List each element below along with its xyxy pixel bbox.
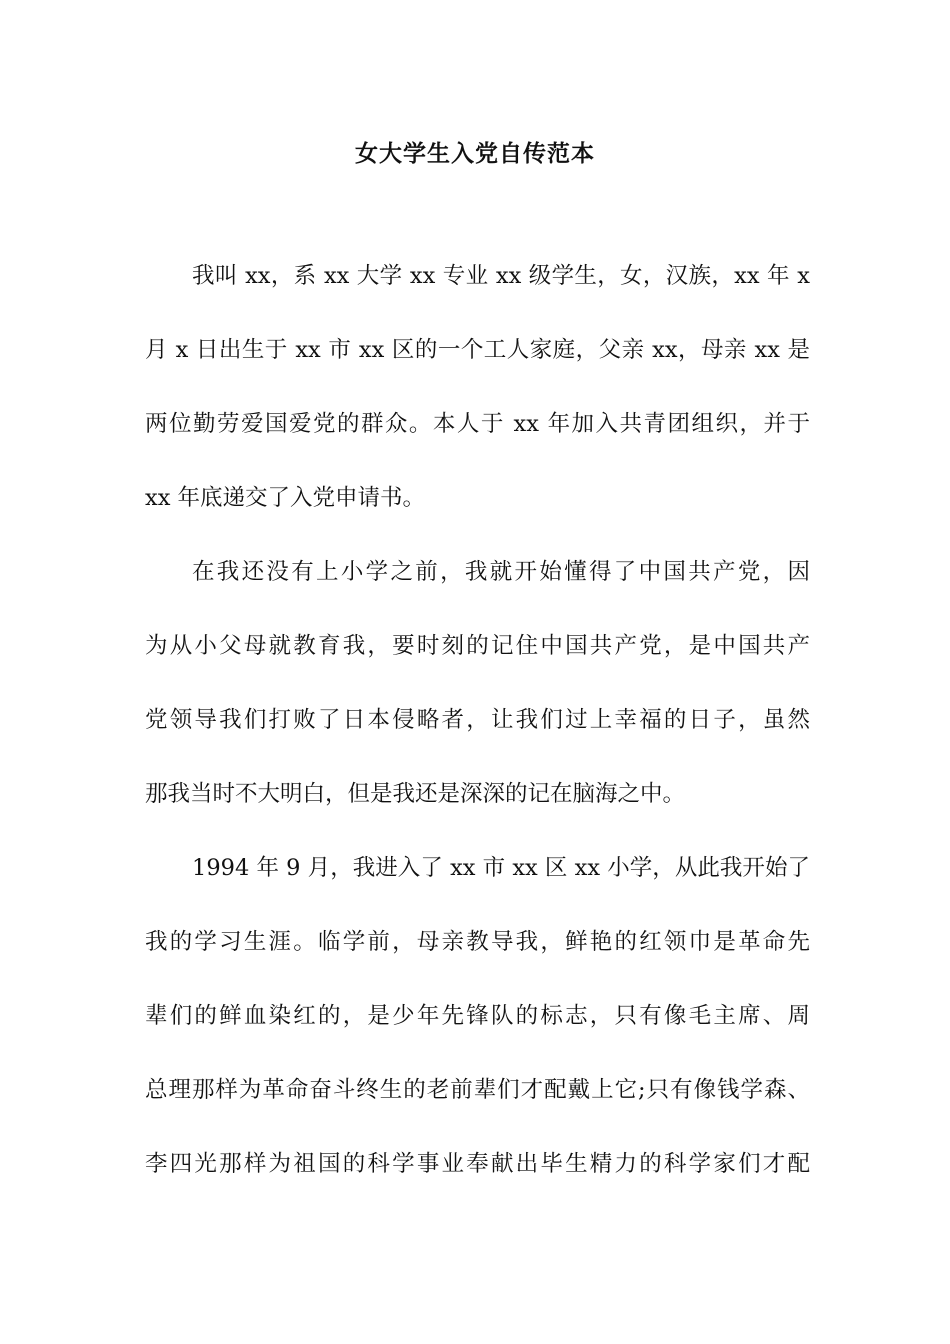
paragraph-2-line-2: 为从小父母就教育我，要时刻的记住中国共产党，是中国共产 [145, 633, 810, 659]
paragraph-3-line-4: 总理那样为革命奋斗终生的老前辈们才配戴上它;只有像钱学森、 [145, 1077, 810, 1103]
paragraph-2-line-3: 党领导我们打败了日本侵略者，让我们过上幸福的日子，虽然 [145, 707, 810, 733]
paragraph-1-line-3: 两位勤劳爱国爱党的群众。本人于 xx 年加入共青团组织，并于 [145, 411, 810, 437]
paragraph-3-line-2: 我的学习生涯。临学前，母亲教导我，鲜艳的红领巾是革命先 [145, 929, 810, 955]
paragraph-3-line-5: 李四光那样为祖国的科学事业奉献出毕生精力的科学家们才配 [145, 1151, 810, 1177]
paragraph-3-line-1: 1994 年 9 月，我进入了 xx 市 xx 区 xx 小学，从此我开始了 [192, 855, 810, 881]
paragraph-3-line-3: 辈们的鲜血染红的，是少年先锋队的标志，只有像毛主席、周 [145, 1003, 810, 1029]
document-title: 女大学生入党自传范本 [355, 140, 595, 167]
paragraph-2-line-4: 那我当时不大明白，但是我还是深深的记在脑海之中。 [145, 781, 686, 807]
paragraph-1-line-1: 我叫 xx，系 xx 大学 xx 专业 xx 级学生，女，汉族，xx 年 x [192, 263, 810, 289]
paragraph-1-line-2: 月 x 日出生于 xx 市 xx 区的一个工人家庭，父亲 xx，母亲 xx 是 [145, 337, 810, 363]
document-body [145, 256, 810, 1218]
paragraph-1-line-4: xx 年底递交了入党申请书。 [145, 485, 426, 511]
paragraph-2-line-1: 在我还没有上小学之前，我就开始懂得了中国共产党，因 [192, 559, 810, 585]
